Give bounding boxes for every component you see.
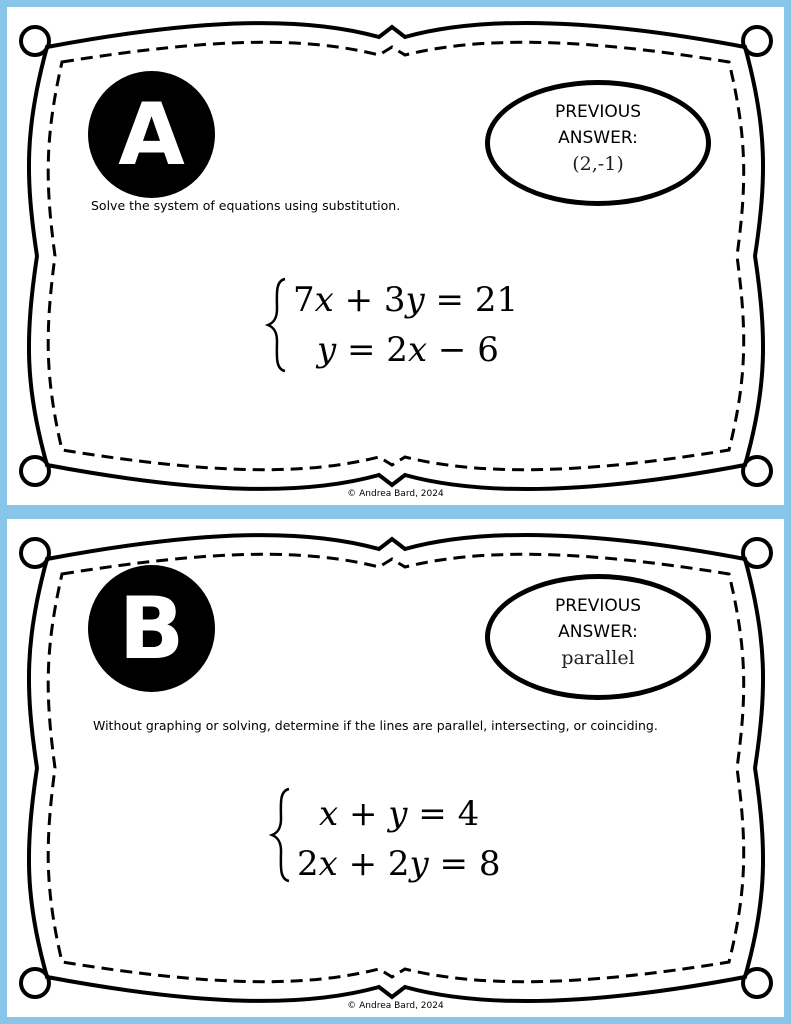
task-card-b (0, 512, 791, 1024)
equation-1: 7𝑥 + 3𝑦 = 21 (293, 280, 519, 320)
equation-1: 𝑥 + 𝑦 = 4 (319, 794, 480, 834)
copyright-text: © Andrea Bard, 2024 (347, 489, 444, 499)
equation-2: 𝑦 = 2𝑥 − 6 (317, 330, 499, 370)
previous-label-line2: ANSWER: (558, 128, 638, 148)
previous-answer-value: parallel (561, 647, 635, 669)
card-letter-badge (88, 565, 215, 692)
card-letter-badge (88, 71, 215, 198)
previous-answer-oval (485, 574, 711, 700)
instruction-text: Solve the system of equations using substitution. (91, 198, 401, 213)
equation-system (265, 275, 565, 385)
previous-label-line2: ANSWER: (558, 622, 638, 642)
card-letter: A (118, 84, 185, 185)
left-brace-icon (265, 275, 289, 375)
previous-answer-label (490, 593, 706, 645)
instruction-text: Without graphing or solving, determine if the lines are parallel, intersecting, or coinciding. (93, 718, 658, 733)
previous-answer-oval (485, 80, 711, 206)
equation-2: 2𝑥 + 2𝑦 = 8 (297, 844, 501, 884)
previous-answer-value: (2,-1) (572, 153, 624, 175)
card-letter: B (118, 578, 185, 679)
previous-label-line1: PREVIOUS (554, 102, 642, 122)
left-brace-icon (269, 785, 293, 885)
equation-system (269, 785, 569, 895)
previous-label-line1: PREVIOUS (554, 596, 642, 616)
copyright-text: © Andrea Bard, 2024 (347, 1001, 444, 1011)
previous-answer-label (490, 99, 706, 151)
